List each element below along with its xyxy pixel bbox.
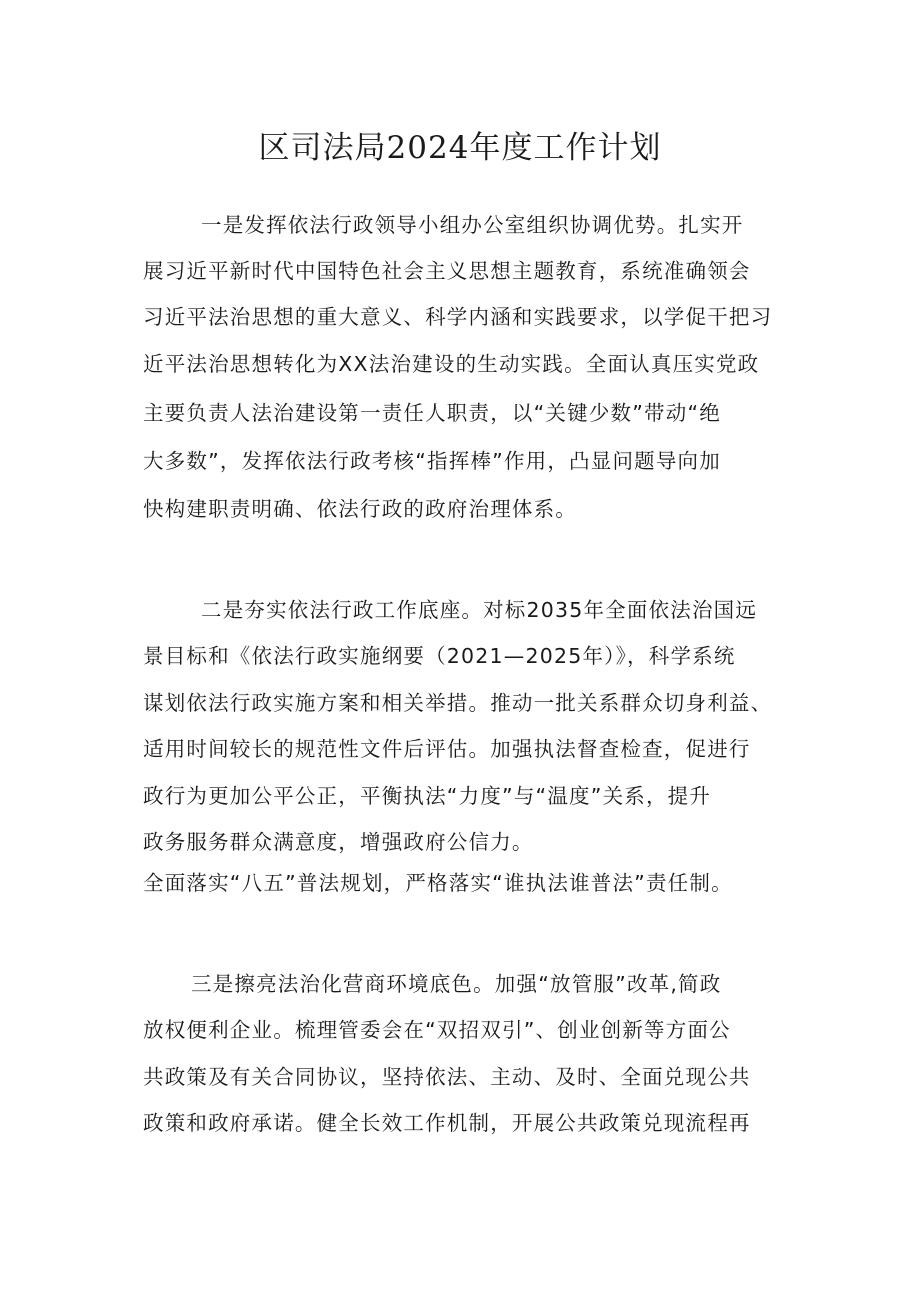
- paragraph-3-line-3: 共政策及有关合同协议，坚持依法、主动、及时、全面兑现公共: [143, 1065, 751, 1089]
- paragraph-2-line-5: 政行为更加公平公正，平衡执法“力度”与“温度”关系，提升: [143, 784, 712, 808]
- paragraph-1-line-1: 一是发挥依法行政领导小组办公室组织协调优势。扎实开: [201, 213, 744, 237]
- paragraph-1-line-6: 大多数”，发挥依法行政考核“指挥棒”作用，凸显问题导向加: [143, 449, 721, 473]
- paragraph-1-line-5: 主要负责人法治建设第一责任人职责，以“关键少数”带动“绝: [143, 401, 721, 425]
- paragraph-2-line-4: 适用时间较长的规范性文件后评估。加强执法督查检查，促进行: [143, 737, 751, 761]
- paragraph-2-line-7: 全面落实“八五”普法规划，严格落实“谁执法谁普法”责任制。: [143, 871, 733, 895]
- paragraph-1-line-4: 近平法治思想转化为XX法治建设的生动实践。全面认真压实党政: [143, 352, 760, 376]
- paragraph-1-line-2: 展习近平新时代中国特色社会主义思想主题教育，系统准确领会: [143, 259, 751, 283]
- paragraph-3-line-1: 三是擦亮法治化营商环境底色。加强“放管服”改革,简政: [191, 972, 722, 996]
- paragraph-3-line-2: 放权便利企业。梳理管委会在“双招双引”、创业创新等方面公: [143, 1018, 731, 1042]
- paragraph-1-line-3: 习近平法治思想的重大意义、科学内涵和实践要求，以学促干把习: [143, 305, 773, 329]
- paragraph-3-line-4: 政策和政府承诺。健全长效工作机制，开展公共政策兑现流程再: [143, 1111, 751, 1135]
- paragraph-2-line-6: 政务服务群众满意度，增强政府公信力。: [143, 830, 534, 854]
- paragraph-2-line-1: 二是夯实依法行政工作底座。对标2035年全面依法治国远: [201, 598, 758, 622]
- paragraph-2-line-3: 谋划依法行政实施方案和相关举措。推动一批关系群众切身利益、: [143, 691, 773, 715]
- document-title: 区司法局2024年度工作计划: [258, 130, 662, 166]
- paragraph-1-line-7: 快构建职责明确、依法行政的政府治理体系。: [143, 497, 577, 521]
- paragraph-2-line-2: 景目标和《依法行政实施纲要（2021—2025年）》，科学系统: [143, 644, 736, 668]
